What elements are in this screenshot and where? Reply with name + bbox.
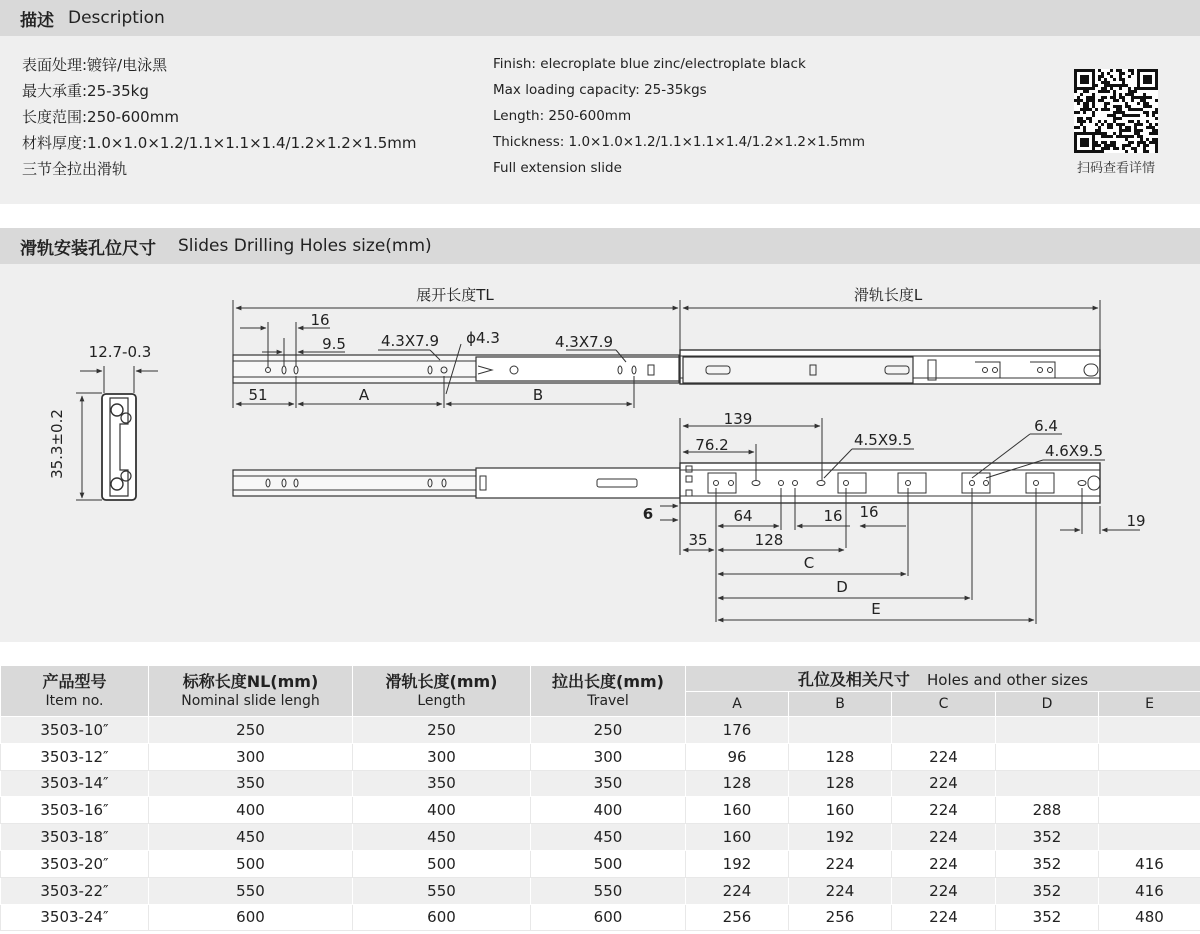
table-cell: 256 xyxy=(686,904,789,931)
table-cell: 224 xyxy=(892,824,996,851)
label-16-right: 16 xyxy=(859,503,879,521)
table-cell: 128 xyxy=(789,770,892,797)
table-cell xyxy=(1099,797,1200,824)
col-travel-cn: 拉出长度(mm) xyxy=(552,672,664,691)
label-slot-4-6x9-5: 4.6X9.5 xyxy=(1045,442,1103,460)
label-128: 128 xyxy=(754,531,784,549)
table-cell: 250 xyxy=(531,717,686,744)
table-cell: 416 xyxy=(1099,877,1200,904)
table-cell: 224 xyxy=(892,850,996,877)
desc-cn-line: 材料厚度:1.0×1.0×1.2/1.1×1.1×1.4/1.2×1.2×1.5mm xyxy=(22,134,417,152)
label-c: C xyxy=(803,554,815,572)
table-cell: 400 xyxy=(353,797,531,824)
table-cell: 500 xyxy=(531,850,686,877)
table-cell: 300 xyxy=(353,743,531,770)
description-header xyxy=(0,0,1200,36)
table-cell xyxy=(789,717,892,744)
table-cell: 224 xyxy=(892,743,996,770)
table-cell: 3503-16″ xyxy=(1,797,149,824)
table-cell: 96 xyxy=(686,743,789,770)
col-travel-en: Travel xyxy=(587,693,629,709)
col-item xyxy=(1,666,149,717)
drilling-title-cn: 滑轨安装孔位尺寸 xyxy=(20,238,156,259)
label-139: 139 xyxy=(723,410,753,428)
label-16-top: 16 xyxy=(310,311,330,329)
table-cell: 224 xyxy=(892,770,996,797)
col-item-en: Item no. xyxy=(45,693,104,709)
description-lines-en xyxy=(493,51,865,181)
drilling-diagram xyxy=(0,264,1200,642)
table-cell: 224 xyxy=(789,850,892,877)
label-b: B xyxy=(532,386,544,404)
table-cell: 352 xyxy=(996,850,1099,877)
table-cell: 256 xyxy=(789,904,892,931)
table-cell: 224 xyxy=(892,904,996,931)
table-cell: 3503-24″ xyxy=(1,904,149,931)
col-holes xyxy=(686,666,1200,692)
table-cell: 128 xyxy=(789,743,892,770)
table-row xyxy=(1,824,1200,851)
col-nominal-en: Nominal slide lengh xyxy=(181,693,320,709)
table-cell: 352 xyxy=(996,904,1099,931)
table-cell: 450 xyxy=(353,824,531,851)
table-cell xyxy=(996,717,1099,744)
drilling-header xyxy=(0,228,1200,264)
table-cell: 3503-12″ xyxy=(1,743,149,770)
table-cell xyxy=(1099,717,1200,744)
label-6: 6 xyxy=(642,505,654,523)
table-cell: 300 xyxy=(149,743,353,770)
table-row xyxy=(1,743,1200,770)
table-row xyxy=(1,717,1200,744)
table-cell: 3503-20″ xyxy=(1,850,149,877)
table-cell: 224 xyxy=(892,797,996,824)
desc-en-line: Max loading capacity: 25-35kgs xyxy=(493,82,707,98)
desc-cn-line: 最大承重:25-35kg xyxy=(22,82,149,100)
table-cell: 352 xyxy=(996,824,1099,851)
description-panel xyxy=(0,36,1200,204)
table-cell xyxy=(892,717,996,744)
table-cell: 600 xyxy=(531,904,686,931)
table-cell: 550 xyxy=(149,877,353,904)
table-cell: 352 xyxy=(996,877,1099,904)
table-cell: 160 xyxy=(686,797,789,824)
label-6-4: 6.4 xyxy=(1034,417,1058,435)
table-cell: 128 xyxy=(686,770,789,797)
table-cell: 600 xyxy=(149,904,353,931)
description-title-en: Description xyxy=(68,8,165,28)
table-cell: 192 xyxy=(686,850,789,877)
col-nominal-cn: 标称长度NL(mm) xyxy=(182,672,319,691)
table-cell: 500 xyxy=(353,850,531,877)
table-cell: 224 xyxy=(686,877,789,904)
table-cell: 400 xyxy=(149,797,353,824)
table-cell: 400 xyxy=(531,797,686,824)
table-cell: 350 xyxy=(531,770,686,797)
label-profile-width: 12.7-0.3 xyxy=(88,343,152,361)
bottom-slide-drawing xyxy=(233,418,1140,624)
table-cell: 3503-18″ xyxy=(1,824,149,851)
desc-en-line: Thickness: 1.0×1.0×1.2/1.1×1.1×1.4/1.2×1.2×1.5mm xyxy=(493,134,866,150)
table-cell xyxy=(996,770,1099,797)
table-row xyxy=(1,850,1200,877)
table-row xyxy=(1,797,1200,824)
table-cell xyxy=(996,743,1099,770)
label-d: D xyxy=(836,578,848,596)
table-cell: 250 xyxy=(353,717,531,744)
label-9-5: 9.5 xyxy=(322,335,346,353)
col-length-en: Length xyxy=(417,693,466,709)
table-cell xyxy=(1099,824,1200,851)
table-cell: 500 xyxy=(149,850,353,877)
spec-table xyxy=(0,665,1200,931)
table-row xyxy=(1,904,1200,931)
table-cell: 224 xyxy=(789,877,892,904)
table-cell: 3503-10″ xyxy=(1,717,149,744)
col-holes-en: Holes and other sizes xyxy=(927,671,1089,689)
col-holes-cn: 孔位及相关尺寸 xyxy=(797,670,910,689)
col-sub-d: D xyxy=(996,692,1099,717)
spec-table-body xyxy=(1,717,1200,931)
table-cell: 600 xyxy=(353,904,531,931)
col-nominal xyxy=(149,666,353,717)
table-cell: 416 xyxy=(1099,850,1200,877)
table-cell: 450 xyxy=(531,824,686,851)
table-cell: 160 xyxy=(686,824,789,851)
label-64: 64 xyxy=(733,507,753,525)
label-diameter-4-3: ϕ4.3 xyxy=(466,329,500,347)
description-title-cn: 描述 xyxy=(20,10,54,31)
table-cell xyxy=(1099,770,1200,797)
qr-code-icon[interactable] xyxy=(1074,69,1158,153)
desc-cn-line: 表面处理:镀锌/电泳黑 xyxy=(22,56,168,74)
drilling-panel xyxy=(0,264,1200,642)
label-tl: 展开长度TL xyxy=(416,286,494,304)
table-cell: 550 xyxy=(353,877,531,904)
table-cell: 192 xyxy=(789,824,892,851)
desc-en-line: Full extension slide xyxy=(493,160,622,176)
table-cell: 3503-22″ xyxy=(1,877,149,904)
col-travel xyxy=(531,666,686,717)
qr-caption: 扫码查看详情 xyxy=(1076,161,1155,176)
col-sub-a: A xyxy=(686,692,789,717)
desc-en-line: Finish: elecroplate blue zinc/electroplate black xyxy=(493,56,806,72)
col-length xyxy=(353,666,531,717)
label-l: 滑轨长度L xyxy=(853,286,923,304)
col-sub-c: C xyxy=(892,692,996,717)
table-cell: 176 xyxy=(686,717,789,744)
table-cell: 224 xyxy=(892,877,996,904)
col-sub-e: E xyxy=(1099,692,1200,717)
desc-en-line: Length: 250-600mm xyxy=(493,108,632,124)
description-lines-cn xyxy=(22,52,417,182)
table-cell xyxy=(1099,743,1200,770)
col-item-cn: 产品型号 xyxy=(42,672,107,691)
label-a: A xyxy=(358,386,370,404)
table-cell: 160 xyxy=(789,797,892,824)
desc-cn-line: 长度范围:250-600mm xyxy=(22,108,179,126)
table-cell: 450 xyxy=(149,824,353,851)
label-e: E xyxy=(871,600,881,618)
table-cell: 480 xyxy=(1099,904,1200,931)
label-16-mid: 16 xyxy=(823,507,843,525)
table-cell: 350 xyxy=(149,770,353,797)
table-cell: 3503-14″ xyxy=(1,770,149,797)
table-row xyxy=(1,770,1200,797)
table-row xyxy=(1,877,1200,904)
col-sub-b: B xyxy=(789,692,892,717)
desc-cn-line: 三节全拉出滑轨 xyxy=(22,160,128,178)
label-35: 35 xyxy=(688,531,708,549)
label-slot-4-5x9-5: 4.5X9.5 xyxy=(854,431,912,449)
label-slot-4-3x7-9-left: 4.3X7.9 xyxy=(381,332,439,350)
col-length-cn: 滑轨长度(mm) xyxy=(385,672,498,691)
label-76-2: 76.2 xyxy=(695,436,729,454)
table-cell: 300 xyxy=(531,743,686,770)
profile-section xyxy=(76,366,158,500)
label-slot-4-3x7-9-right: 4.3X7.9 xyxy=(555,333,613,351)
label-profile-height: 35.3±0.2 xyxy=(48,409,66,479)
label-19: 19 xyxy=(1126,512,1146,530)
table-cell: 288 xyxy=(996,797,1099,824)
table-cell: 550 xyxy=(531,877,686,904)
table-cell: 250 xyxy=(149,717,353,744)
table-cell: 350 xyxy=(353,770,531,797)
drilling-title-en: Slides Drilling Holes size(mm) xyxy=(178,236,432,256)
label-51: 51 xyxy=(248,386,268,404)
